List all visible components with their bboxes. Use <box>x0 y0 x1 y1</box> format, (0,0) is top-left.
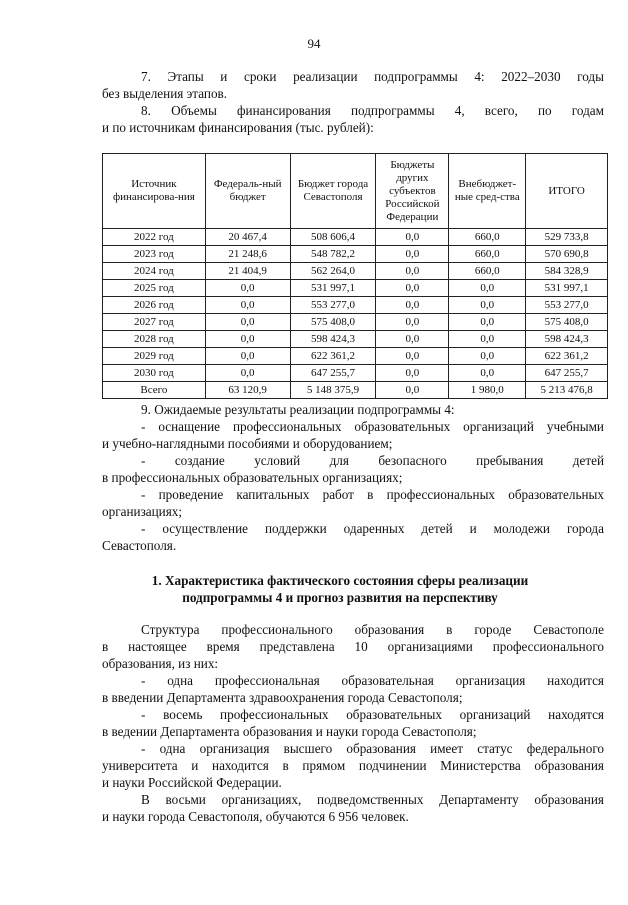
body-bullet1-line1: - одна профессиональная образовательная организация находится <box>141 673 604 688</box>
cell-federal: 63 120,9 <box>205 382 290 399</box>
cell-federal: 20 467,4 <box>205 229 290 246</box>
item9-bullet3-line1: - проведение капитальных работ в профессиональных образовательных <box>141 487 604 502</box>
cell-year: 2025 год <box>103 280 206 297</box>
cell-year: 2022 год <box>103 229 206 246</box>
cell-city: 531 997,1 <box>290 280 376 297</box>
section-heading-line1: 1. Характеристика фактического состояния сферы реализации <box>151 573 529 588</box>
table-row <box>103 263 608 280</box>
cell-city: 553 277,0 <box>290 297 376 314</box>
cell-extrabudget: 660,0 <box>449 263 526 280</box>
cell-total: 647 255,7 <box>526 365 608 382</box>
header-total: ИТОГО <box>526 154 608 229</box>
cell-year: Всего <box>103 382 206 399</box>
table-row <box>103 297 608 314</box>
cell-city: 598 424,3 <box>290 331 376 348</box>
cell-federal: 0,0 <box>205 365 290 382</box>
cell-total: 622 361,2 <box>526 348 608 365</box>
cell-federal: 0,0 <box>205 314 290 331</box>
item9-bullet1-line1: - оснащение профессиональных образовательных организаций учебными <box>141 419 604 434</box>
page-number: 94 <box>307 36 321 51</box>
body-p1-line2: в настоящее время представлена 10 организациями профессионального <box>102 639 604 654</box>
body-bullet3-line2: университета и находится в прямом подчинении Министерства образования <box>102 758 604 773</box>
body-p2-line1: В восьми организациях, подведомственных Департаменту образования <box>141 792 604 807</box>
cell-total: 575 408,0 <box>526 314 608 331</box>
body-bullet3-line3: и науки Российской Федерации. <box>102 775 282 790</box>
financing-table <box>102 153 608 399</box>
cell-total: 584 328,9 <box>526 263 608 280</box>
cell-federal: 21 404,9 <box>205 263 290 280</box>
table-row <box>103 280 608 297</box>
cell-other: 0,0 <box>376 348 449 365</box>
item9-bullet2-line1: - создание условий для безопасного пребывания детей <box>141 453 604 468</box>
header-federal: Федераль-ный бюджет <box>205 154 290 229</box>
table-row <box>103 246 608 263</box>
body-bullet1-line2: в введении Департамента здравоохранения города Севастополя; <box>102 690 463 705</box>
item7-line2: без выделения этапов. <box>102 86 228 101</box>
cell-year: 2024 год <box>103 263 206 280</box>
table-row <box>103 229 608 246</box>
header-other-subjects: Бюджеты других субъектов Российской Федерации <box>376 154 449 229</box>
table-row <box>103 365 608 382</box>
cell-year: 2027 год <box>103 314 206 331</box>
cell-other: 0,0 <box>376 297 449 314</box>
cell-federal: 21 248,6 <box>205 246 290 263</box>
item9-title: 9. Ожидаемые результаты реализации подпрограммы 4: <box>141 402 455 417</box>
cell-federal: 0,0 <box>205 331 290 348</box>
body-bullet2-line1: - восемь профессиональных образовательных организаций находятся <box>141 707 604 722</box>
cell-other: 0,0 <box>376 314 449 331</box>
cell-total: 5 213 476,8 <box>526 382 608 399</box>
cell-extrabudget: 0,0 <box>449 348 526 365</box>
cell-total: 570 690,8 <box>526 246 608 263</box>
section-heading-line2: подпрограммы 4 и прогноз развития на перспективу <box>182 590 498 605</box>
table-row <box>103 348 608 365</box>
cell-extrabudget: 660,0 <box>449 229 526 246</box>
item8-line1: 8. Объемы финансирования подпрограммы 4, всего, по годам <box>141 103 604 118</box>
table-row <box>103 314 608 331</box>
item9-bullet4-line1: - осуществление поддержки одаренных детей и молодежи города <box>141 521 604 536</box>
cell-total: 598 424,3 <box>526 331 608 348</box>
cell-other: 0,0 <box>376 229 449 246</box>
cell-other: 0,0 <box>376 246 449 263</box>
cell-year: 2028 год <box>103 331 206 348</box>
header-extrabudget: Внебюджет-ные сред-ства <box>449 154 526 229</box>
item9-bullet2-line2: в профессиональных образовательных организациях; <box>102 470 403 485</box>
cell-city: 622 361,2 <box>290 348 376 365</box>
cell-city: 647 255,7 <box>290 365 376 382</box>
table-row-total <box>103 382 608 399</box>
body-bullet2-line2: в ведении Департамента образования и науки города Севастополя; <box>102 724 477 739</box>
cell-other: 0,0 <box>376 382 449 399</box>
cell-extrabudget: 0,0 <box>449 365 526 382</box>
header-city: Бюджет города Севастополя <box>290 154 376 229</box>
cell-other: 0,0 <box>376 263 449 280</box>
cell-city: 508 606,4 <box>290 229 376 246</box>
item7-line1: 7. Этапы и сроки реализации подпрограммы 4: 2022–2030 годы <box>141 69 604 84</box>
cell-year: 2023 год <box>103 246 206 263</box>
cell-extrabudget: 0,0 <box>449 297 526 314</box>
cell-extrabudget: 0,0 <box>449 280 526 297</box>
cell-extrabudget: 0,0 <box>449 314 526 331</box>
cell-extrabudget: 660,0 <box>449 246 526 263</box>
item9-bullet1-line2: и учебно-наглядными пособиями и оборудованием; <box>102 436 393 451</box>
cell-city: 575 408,0 <box>290 314 376 331</box>
body-p1-line1: Структура профессионального образования в городе Севастополе <box>141 622 604 637</box>
cell-city: 5 148 375,9 <box>290 382 376 399</box>
cell-total: 553 277,0 <box>526 297 608 314</box>
cell-year: 2030 год <box>103 365 206 382</box>
table-header-row <box>103 154 608 229</box>
item9-bullet4-line2: Севастополя. <box>102 538 177 553</box>
cell-city: 548 782,2 <box>290 246 376 263</box>
table-row <box>103 331 608 348</box>
item8-line2: и по источникам финансирования (тыс. рублей): <box>102 120 374 135</box>
cell-federal: 0,0 <box>205 280 290 297</box>
cell-total: 531 997,1 <box>526 280 608 297</box>
body-p1-line3: образования, из них: <box>102 656 219 671</box>
header-source: Источник финансирова-ния <box>103 154 206 229</box>
cell-extrabudget: 1 980,0 <box>449 382 526 399</box>
body-bullet3-line1: - одна организация высшего образования имеет статус федерального <box>141 741 604 756</box>
body-p2-line2: и науки города Севастополя, обучаются 6 956 человек. <box>102 809 409 824</box>
cell-extrabudget: 0,0 <box>449 331 526 348</box>
cell-city: 562 264,0 <box>290 263 376 280</box>
cell-year: 2026 год <box>103 297 206 314</box>
cell-federal: 0,0 <box>205 297 290 314</box>
cell-federal: 0,0 <box>205 348 290 365</box>
cell-other: 0,0 <box>376 331 449 348</box>
cell-other: 0,0 <box>376 365 449 382</box>
cell-year: 2029 год <box>103 348 206 365</box>
item9-bullet3-line2: организациях; <box>102 504 183 519</box>
cell-other: 0,0 <box>376 280 449 297</box>
cell-total: 529 733,8 <box>526 229 608 246</box>
